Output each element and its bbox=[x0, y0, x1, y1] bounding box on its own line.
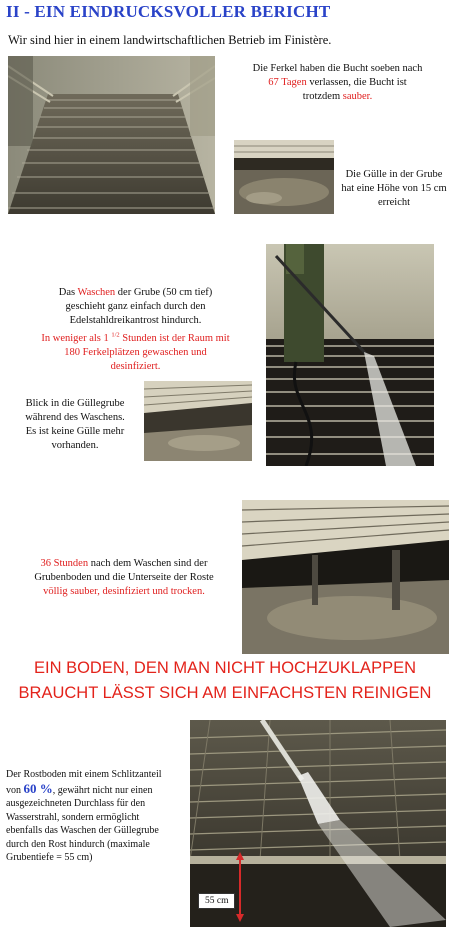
slogan-line-2: BRAUCHT LÄSST SICH AM EINFACHSTEN REINIGEN bbox=[18, 684, 432, 702]
highlight-days: 67 Tagen bbox=[268, 77, 307, 88]
photo-pit-during-wash bbox=[144, 381, 252, 461]
page-subtitle: Wir sind hier in einem landwirtschaftlichen Betrieb im Finistère. bbox=[8, 33, 332, 47]
slogan-line-1: EIN BODEN, DEN MAN NICHT HOCHZUKLAPPEN bbox=[34, 659, 416, 677]
text-after-36-hours: 36 Stunden nach dem Waschen sind der Grubenboden und die Unterseite der Roste völlig sauber, desinfiziert und trocken. bbox=[34, 558, 214, 597]
depth-label: 55 cm bbox=[198, 893, 235, 909]
text-manure-level: Die Gülle in der Grube hat eine Höhe von 15 cm erreicht bbox=[341, 169, 447, 208]
highlight-percent: 60 % bbox=[23, 780, 53, 796]
text-piglets-left: Die Ferkel haben die Bucht soeben nach 67 Tagen verlassen, die Bucht ist trotzdem sauber. bbox=[252, 63, 423, 102]
text-washing: Das Waschen der Grube (50 cm tief) geschieht ganz einfach durch den Edelstahldreikantrost hindurch. In weniger als 1 $^{1/2}$ Stunden ist der Raum mit 180 Ferkelplätzen gewaschen und desinfiziert. bbox=[41, 287, 230, 372]
photo-clean-pit bbox=[242, 500, 449, 654]
highlight-hours: 36 Stunden bbox=[40, 558, 89, 569]
photo-manure-pit bbox=[234, 140, 334, 214]
text-grating-description: Der Rostboden mit einem Schlitzanteil von 60 %, gewährt nicht nur einen ausgezeichneten Durchlass für den Wasserstrahl, sondern ermöglicht ebenfalls das Waschen der Güllegrube durch den Rost hindurch (maximale Grubentiefe = 55 cm) bbox=[6, 769, 162, 863]
highlight-waschen: Waschen bbox=[77, 287, 116, 298]
text-pit-view: Blick in die Güllegrube während des Waschens. Es ist keine Gülle mehr vorhanden. bbox=[25, 398, 125, 451]
photo-empty-pen bbox=[8, 56, 215, 214]
photo-worker-washing bbox=[266, 244, 434, 466]
slogan bbox=[0, 657, 450, 704]
page-title: II - EIN EINDRUCKSVOLLER BERICHT bbox=[6, 2, 331, 21]
highlight-clean: sauber. bbox=[342, 91, 373, 102]
